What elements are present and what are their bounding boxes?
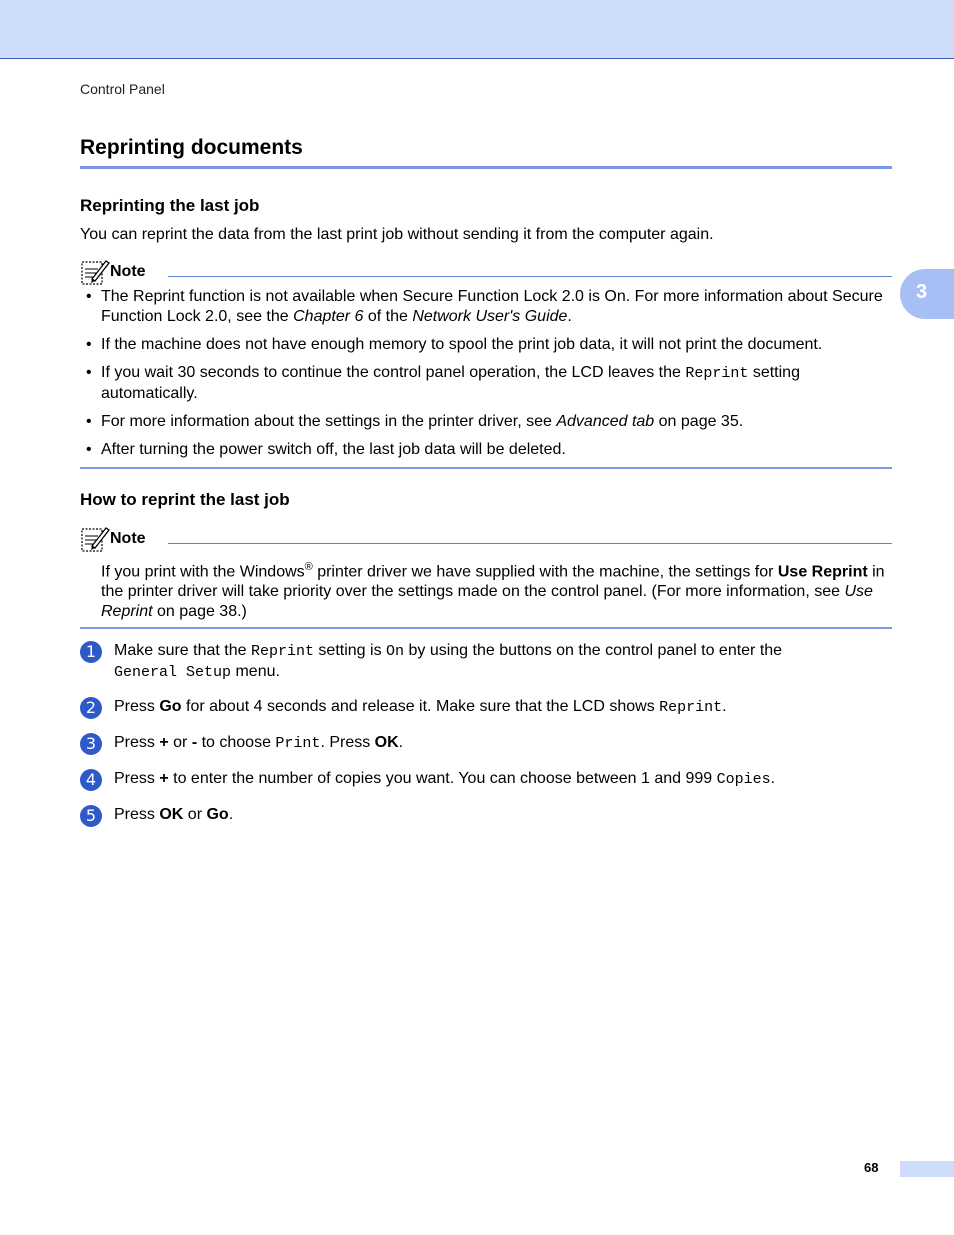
step-number-badge: 5	[80, 805, 102, 827]
note-divider	[168, 543, 892, 544]
list-item: • After turning the power switch off, the last job data will be deleted.	[86, 440, 886, 460]
section-title: Reprinting documents	[80, 136, 303, 159]
breadcrumb: Control Panel	[80, 81, 165, 97]
step-number-badge: 1	[80, 641, 102, 663]
step-text: Make sure that the Reprint setting is On by using the buttons on the control panel to enter the General Setup menu.	[114, 642, 783, 681]
list-item: • The Reprint function is not available when Secure Function Lock 2.0 is On. For more information about Secure Function Lock 2.0, see the Chapter 6 of the Network User's Guide.	[86, 287, 886, 327]
note-pencil-icon	[80, 524, 110, 554]
intro-paragraph: You can reprint the data from the last print job without sending it from the computer again.	[80, 226, 714, 243]
note-label: Note	[110, 263, 146, 280]
note-pencil-icon	[80, 257, 110, 287]
list-item: • If you wait 30 seconds to continue the control panel operation, the LCD leaves the Reprint setting automatically.	[86, 363, 886, 404]
step-number-badge: 3	[80, 733, 102, 755]
note-paragraph: If you print with the Windows® printer driver we have supplied with the machine, the settings for Use Reprint in the printer driver will take priority over the settings made on the control panel. (For more information, see Use Reprint on page 38.)	[101, 561, 885, 621]
note-header	[80, 257, 892, 287]
top-banner	[0, 0, 954, 59]
note-bullet-list	[86, 287, 886, 468]
note-label: Note	[110, 530, 146, 547]
step-text: Press OK or Go.	[114, 806, 234, 823]
note-bottom-rule	[80, 627, 892, 629]
note-bottom-rule	[80, 467, 892, 469]
list-item: • If the machine does not have enough memory to spool the print job data, it will not print the document.	[86, 335, 886, 355]
page-number-bar	[900, 1161, 954, 1177]
step-number-badge: 2	[80, 697, 102, 719]
subsection-title-how-to: How to reprint the last job	[80, 490, 290, 509]
note-divider	[168, 276, 892, 277]
list-item: • For more information about the settings in the printer driver, see Advanced tab on page 35.	[86, 412, 886, 432]
chapter-number: 3	[916, 281, 928, 303]
chapter-tab	[900, 269, 954, 319]
step-text: Press + or - to choose Print. Press OK.	[114, 734, 404, 752]
note-header	[80, 524, 892, 554]
page-number: 68	[864, 1160, 879, 1175]
subsection-title-last-job: Reprinting the last job	[80, 196, 260, 215]
step-text: Press Go for about 4 seconds and release it. Make sure that the LCD shows Reprint.	[114, 698, 727, 716]
step-number-badge: 4	[80, 769, 102, 791]
step-text: Press + to enter the number of copies you want. You can choose between 1 and 999 Copies.	[114, 770, 776, 788]
section-title-rule	[80, 166, 892, 169]
